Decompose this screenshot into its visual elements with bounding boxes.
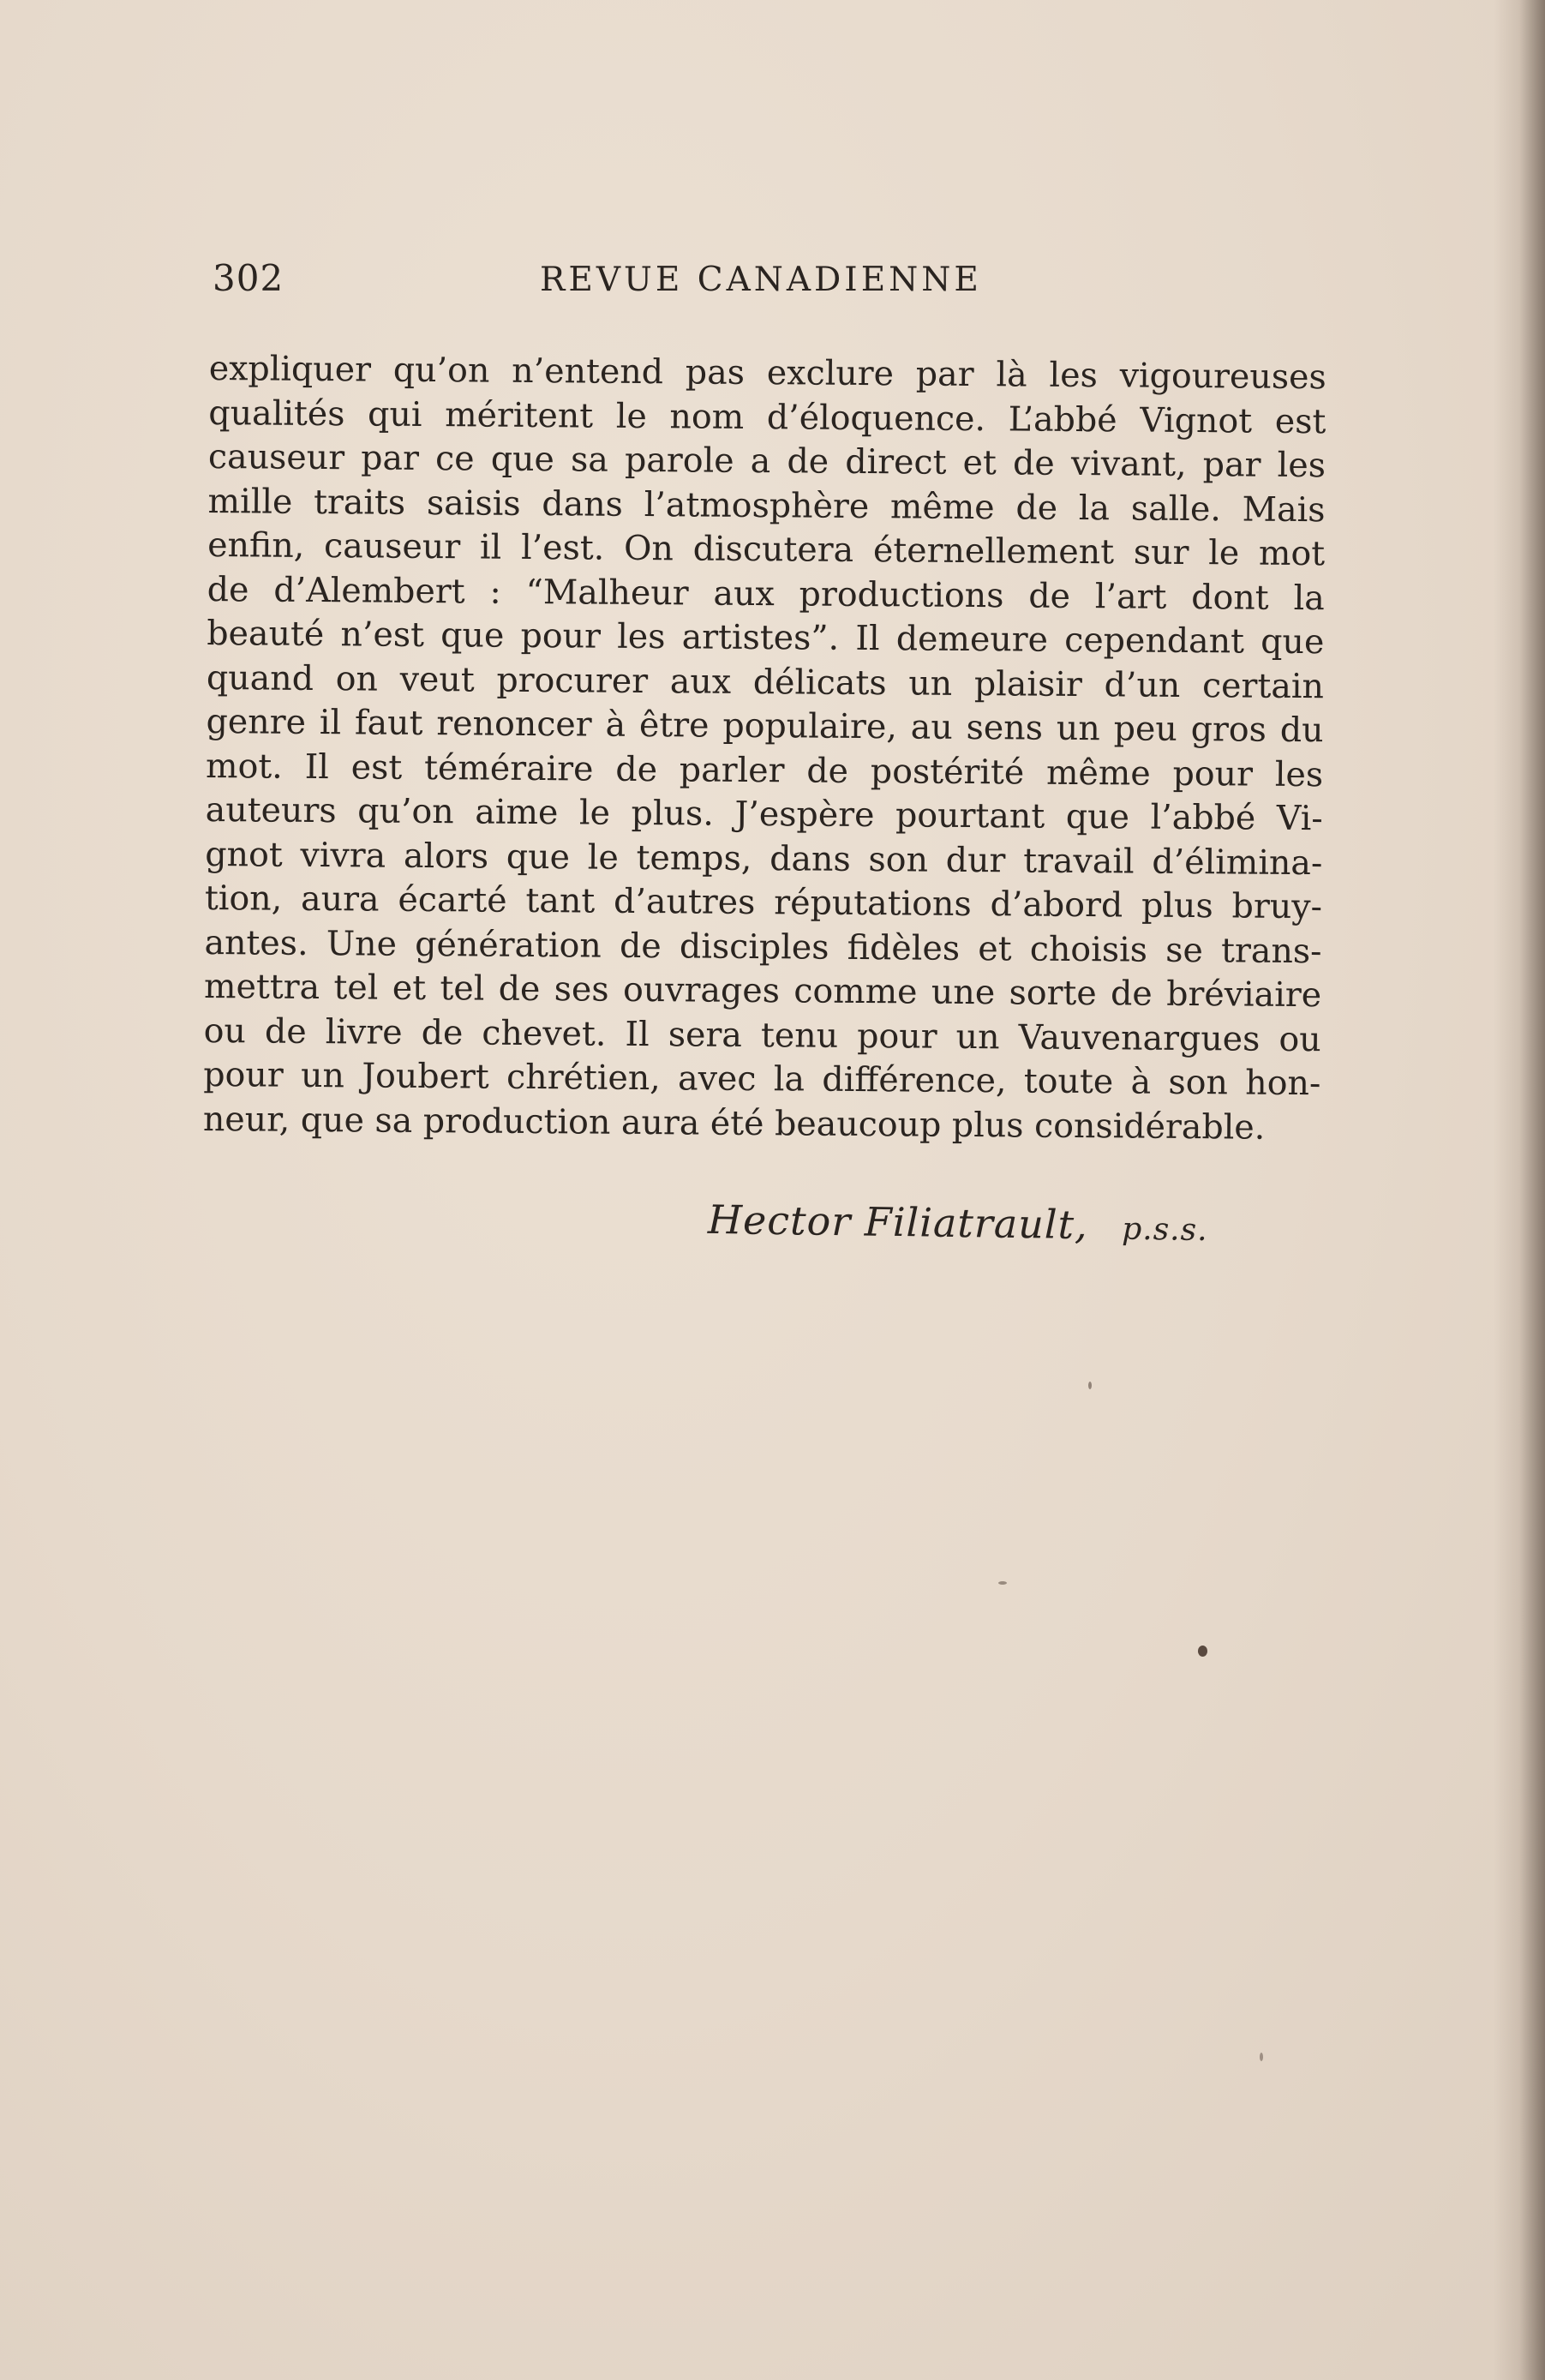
- ink-speck: [1198, 1646, 1207, 1657]
- text-line: antes. Une génération de disciples fidèles et choisis se trans-: [204, 922, 1322, 971]
- text-line: beauté n’est que pour les artistes”. Il demeure cependant que: [207, 613, 1325, 662]
- author-signature: [708, 1196, 1208, 1250]
- body-paragraph: [203, 347, 1326, 1150]
- ink-speck: [1088, 1382, 1092, 1389]
- text-line: gnot vivra alors que le temps, dans son dur travail d’élimina-: [205, 834, 1323, 883]
- text-line: quand on veut procurer aux délicats un plaisir d’un certain: [206, 657, 1325, 706]
- ink-speck: [998, 1581, 1007, 1585]
- text-line: pour un Joubert chrétien, avec la différence, toute à son hon-: [203, 1054, 1321, 1104]
- signature-title: p.s.s.: [1121, 1211, 1208, 1249]
- text-line: ou de livre de chevet. Il sera tenu pour un Vauvenargues ou: [203, 1010, 1321, 1059]
- text-line: expliquer qu’on n’entend pas exclure par là les vigoureuses: [208, 348, 1326, 398]
- signature-name: Hector Filiatrault,: [707, 1196, 1089, 1249]
- text-line: mettra tel et tel de ses ouvrages comme une sorte de bréviaire: [203, 966, 1322, 1016]
- text-line: genre il faut renoncer à être populaire, au sens un peu gros du: [206, 701, 1324, 751]
- text-line: enfin, causeur il l’est. On discutera éternellement sur le mot: [207, 525, 1326, 574]
- text-line: mille traits saisis dans l’atmosphère même de la salle. Mais: [207, 481, 1326, 530]
- text-line: mot. Il est téméraire de parler de postérité même pour les: [205, 746, 1324, 794]
- running-head: [213, 257, 1335, 309]
- text-line: de d’Alembert : “Malheur aux productions de l’art dont la: [207, 569, 1325, 618]
- text-line: qualités qui méritent le nom d’éloquence. L’abbé Vignot est: [208, 393, 1326, 441]
- journal-title: REVUE CANADIENNE: [540, 261, 982, 299]
- page-edge-shadow: [1494, 0, 1545, 2380]
- text-line: causeur par ce que sa parole a de direct et de vivant, par les: [207, 436, 1326, 486]
- text-line: neur, que sa production aura été beaucoup plus considérable.: [202, 1099, 1266, 1148]
- text-line: tion, aura écarté tant d’autres réputations d’abord plus bruy-: [204, 878, 1323, 927]
- text-line: auteurs qu’on aime le plus. J’espère pourtant que l’abbé Vi-: [205, 789, 1323, 839]
- page-number: 302: [213, 257, 284, 299]
- ink-speck: [1260, 2053, 1263, 2061]
